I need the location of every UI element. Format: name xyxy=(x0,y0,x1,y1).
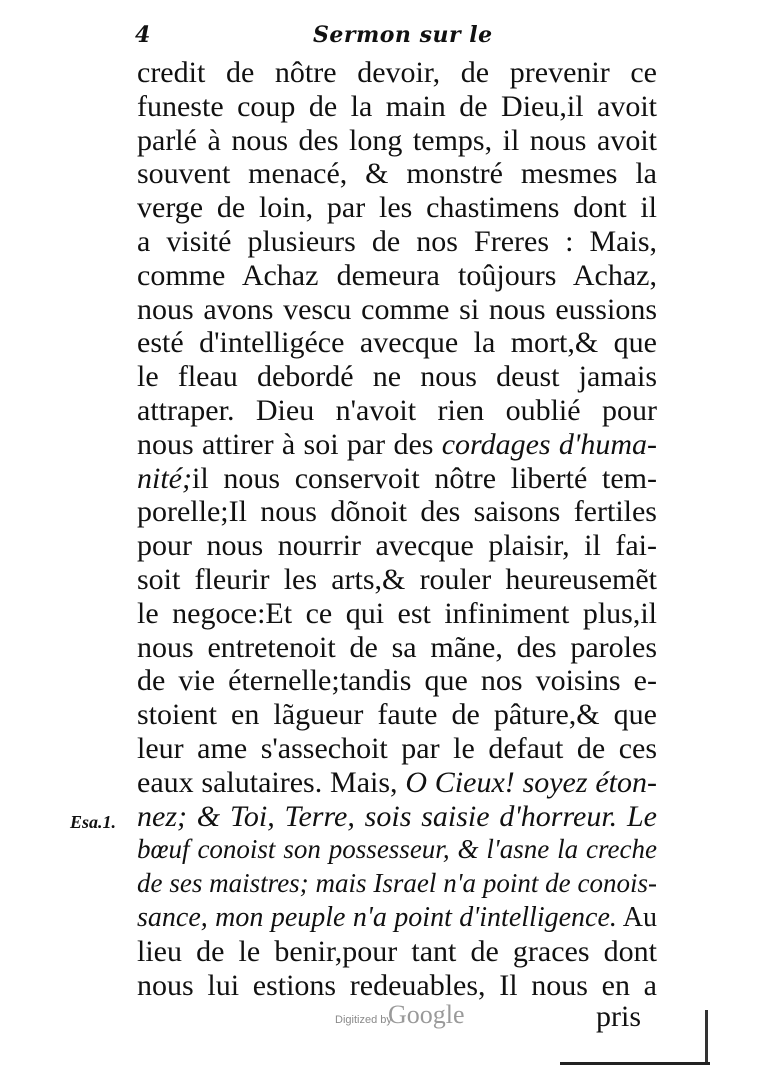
text-segment: Au xyxy=(616,901,657,933)
running-title: Sermon sur le xyxy=(313,22,493,48)
page-number: 4 xyxy=(135,22,151,48)
text-segment: nous lui estions redeuables, Il nous en a xyxy=(137,968,657,1002)
text-line xyxy=(137,293,657,327)
text-segment: le negoce:Et ce qui est infiniment plus,il xyxy=(137,596,657,630)
italic-segment: nité; xyxy=(137,461,192,495)
text-segment: funeste coup de la main de Dieu,il avoit xyxy=(137,89,657,123)
text-segment: eaux salutaires. Mais, xyxy=(137,765,406,799)
page-header xyxy=(135,22,575,56)
text-line xyxy=(137,833,657,867)
text-line xyxy=(137,462,657,496)
catchword: pris xyxy=(596,1000,641,1033)
text-segment: il nous conservoit nôtre liberté tem- xyxy=(191,461,657,495)
text-line xyxy=(137,631,657,665)
text-line xyxy=(137,360,657,394)
text-segment: esté d'intelligéce avecque la mort,& que xyxy=(137,326,657,360)
text-segment: de vie éternelle;tandis que nos voisins e- xyxy=(137,664,657,698)
text-line xyxy=(137,935,657,969)
text-line xyxy=(137,529,657,563)
text-segment: le fleau debordé ne nous deust jamais xyxy=(137,360,657,394)
text-line xyxy=(137,732,657,766)
text-segment: stoient en lãgueur faute de pâture,& que xyxy=(137,698,657,732)
text-line xyxy=(137,191,657,225)
text-line xyxy=(137,597,657,631)
text-segment: nous entretenoit de sa mãne, des paroles xyxy=(137,630,657,664)
italic-segment: de ses maistres; mais Israel n'a point de conois- xyxy=(137,868,657,899)
text-segment: credit de nôtre devoir, de prevenir ce xyxy=(137,56,657,89)
text-segment: souvent menacé, & monstré mesmes la xyxy=(137,157,657,191)
italic-segment: cordages d'huma- xyxy=(441,427,657,461)
text-segment: a visité plusieurs de nos Freres : Mais, xyxy=(137,224,657,258)
text-line xyxy=(137,800,657,834)
text-line xyxy=(137,225,657,259)
text-segment: nous avons vescu comme si nous eussions xyxy=(137,292,657,326)
text-line xyxy=(137,259,657,293)
bottom-rule xyxy=(560,1062,710,1065)
google-watermark: Google xyxy=(388,1000,465,1029)
text-segment: attraper. Dieu n'avoit rien oublié pour xyxy=(137,393,657,427)
text-segment: leur ame s'assechoit par le defaut de ces xyxy=(137,731,657,765)
text-line xyxy=(137,157,657,191)
margin-reference: Esa.1. xyxy=(70,812,117,832)
text-line xyxy=(137,495,657,529)
text-line xyxy=(137,394,657,428)
text-line xyxy=(137,56,657,90)
digitized-by-label: Digitized by xyxy=(335,1014,392,1026)
text-line xyxy=(137,326,657,360)
text-line xyxy=(137,969,657,1003)
page-edge-line xyxy=(705,1010,708,1065)
text-line xyxy=(137,664,657,698)
text-line xyxy=(137,698,657,732)
text-line xyxy=(137,428,657,462)
text-line xyxy=(137,901,657,935)
text-segment: soit fleurir les arts,& rouler heureusemẽt xyxy=(137,562,657,596)
body-text xyxy=(137,56,657,1002)
italic-segment: sance, mon peuple n'a point d'intelligence. xyxy=(137,901,617,933)
text-segment: porelle;Il nous dõnoit des saisons fertiles xyxy=(137,495,657,529)
text-segment: verge de loin, par les chastimens dont il xyxy=(137,191,657,225)
text-line xyxy=(137,90,657,124)
italic-segment: bœuf conoist son possesseur, & l'asne la creche xyxy=(137,834,657,865)
text-segment: nous attirer à soi par des xyxy=(137,427,442,461)
text-line xyxy=(137,124,657,158)
text-line xyxy=(137,563,657,597)
italic-segment: nez; & Toi, Terre, sois saisie d'horreur. Le xyxy=(137,799,657,833)
italic-segment: O Cieux! soyez éton- xyxy=(405,765,657,799)
text-segment: comme Achaz demeura toûjours Achaz, xyxy=(137,258,657,292)
text-line xyxy=(137,867,657,901)
text-segment: lieu de le benir,pour tant de graces dont xyxy=(137,934,657,968)
text-segment: pour nous nourrir avecque plaisir, il fai- xyxy=(137,529,657,563)
text-line xyxy=(137,766,657,800)
text-segment: parlé à nous des long temps, il nous avoit xyxy=(137,123,657,157)
